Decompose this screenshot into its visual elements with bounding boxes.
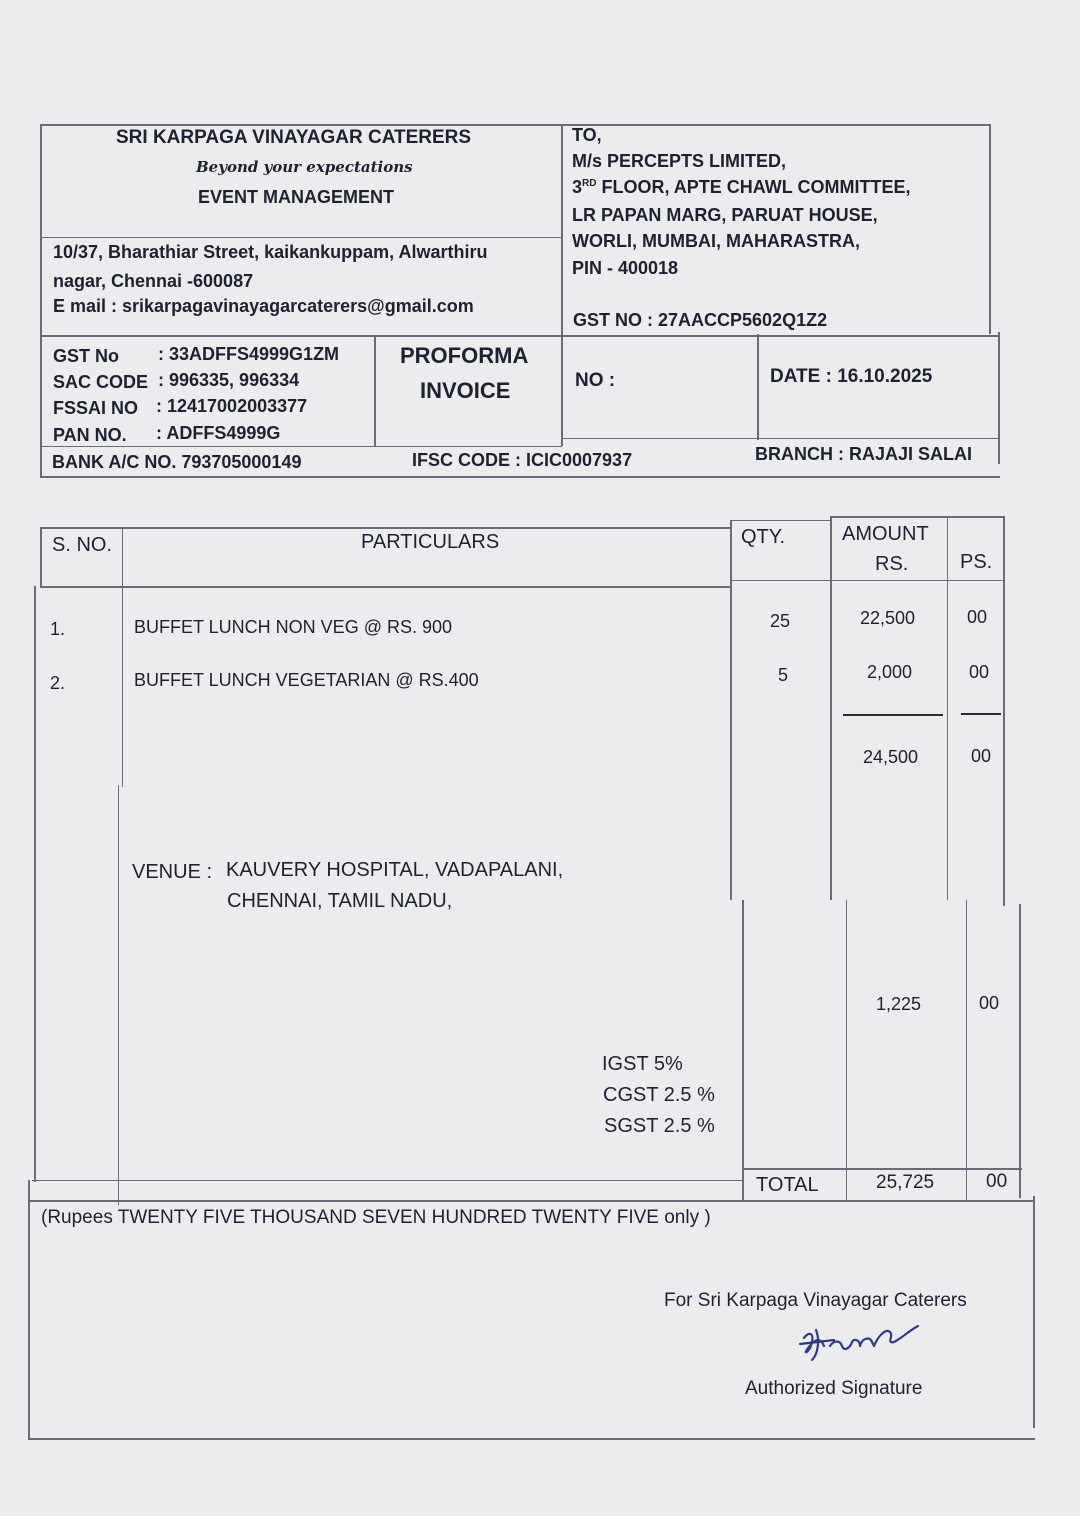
venue-label: VENUE : [132, 861, 213, 883]
total-label: TOTAL [756, 1174, 819, 1196]
company-name: SRI KARPAGA VINAYAGAR CATERERS [116, 127, 472, 148]
bank-account: BANK A/C NO. 793705000149 [52, 452, 302, 472]
row-amount-rs: 22,500 [860, 608, 916, 628]
header-qty: QTY. [741, 526, 786, 548]
subtotal-rs: 24,500 [863, 747, 919, 767]
row-particulars: BUFFET LUNCH NON VEG @ RS. 900 [134, 617, 453, 637]
igst-label: IGST 5% [602, 1053, 683, 1075]
row-amount-ps: 00 [967, 607, 988, 627]
header-sno: S. NO. [52, 534, 113, 556]
tax-amount-ps: 00 [979, 993, 1000, 1013]
pan-value: : ADFFS4999G [156, 423, 281, 443]
header-rs: RS. [875, 553, 909, 575]
gst-value: : 33ADFFS4999G1ZM [158, 344, 340, 364]
company-division: EVENT MANAGEMENT [198, 187, 395, 207]
fssai-label: FSSAI NO [53, 398, 139, 418]
company-address-line2: nagar, Chennai -600087 [53, 271, 254, 291]
invoice-date: DATE : 16.10.2025 [770, 366, 933, 387]
company-address-line1: 10/37, Bharathiar Street, kaikankuppam, Alwarthiru [53, 242, 488, 262]
header-particulars: PARTICULARS [361, 531, 500, 553]
recipient-address-line2: 3RD FLOOR, APTE CHAWL COMMITTEE, [572, 177, 911, 197]
sac-label: SAC CODE [53, 372, 149, 392]
bank-branch: BRANCH : RAJAJI SALAI [755, 444, 973, 464]
subtotal-ps: 00 [971, 746, 992, 766]
row-sno: 1. [50, 619, 66, 639]
cgst-label: CGST 2.5 % [603, 1084, 715, 1106]
header-amount: AMOUNT [842, 523, 929, 545]
recipient-gst: GST NO : 27AACCP5602Q1Z2 [573, 310, 828, 330]
row-sno: 2. [50, 673, 66, 693]
sac-value: : 996335, 996334 [158, 370, 300, 390]
header-ps: PS. [960, 551, 993, 573]
row-qty: 25 [770, 611, 791, 631]
doc-title-line2: INVOICE [420, 378, 511, 403]
company-email: E mail : srikarpagavinayagarcaterers@gmail.com [53, 296, 474, 316]
recipient-pin: PIN - 400018 [572, 258, 679, 278]
total-ps: 00 [986, 1171, 1008, 1192]
for-company: For Sri Karpaga Vinayagar Caterers [664, 1290, 967, 1311]
recipient-to: TO, [572, 125, 602, 145]
recipient-address-line3: LR PAPAN MARG, PARUAT HOUSE, [572, 205, 878, 225]
sgst-label: SGST 2.5 % [604, 1115, 715, 1137]
amount-in-words: (Rupees TWENTY FIVE THOUSAND SEVEN HUNDRED TWENTY FIVE only ) [41, 1207, 711, 1228]
fssai-value: : 12417002003377 [156, 396, 308, 416]
tax-amount-rs: 1,225 [876, 994, 922, 1014]
authorized-signature-label: Authorized Signature [745, 1378, 923, 1399]
bank-ifsc: IFSC CODE : ICIC0007937 [412, 450, 633, 470]
company-tagline: Beyond your expectations [196, 158, 413, 176]
row-amount-rs: 2,000 [867, 662, 913, 682]
invoice-no-label: NO : [575, 370, 616, 391]
row-particulars: BUFFET LUNCH VEGETARIAN @ RS.400 [134, 670, 479, 690]
signature-mark [790, 1318, 930, 1368]
row-qty: 5 [778, 665, 789, 685]
pan-label: PAN NO. [53, 425, 127, 445]
venue-line1: KAUVERY HOSPITAL, VADAPALANI, [226, 859, 564, 881]
doc-title-line1: PROFORMA [400, 343, 529, 368]
recipient-address-line4: WORLI, MUMBAI, MAHARASTRA, [572, 231, 860, 251]
total-rs: 25,725 [876, 1172, 935, 1193]
row-amount-ps: 00 [969, 662, 990, 682]
venue-line2: CHENNAI, TAMIL NADU, [227, 890, 453, 912]
gst-label: GST No [53, 346, 119, 366]
recipient-name: M/s PERCEPTS LIMITED, [572, 151, 787, 171]
